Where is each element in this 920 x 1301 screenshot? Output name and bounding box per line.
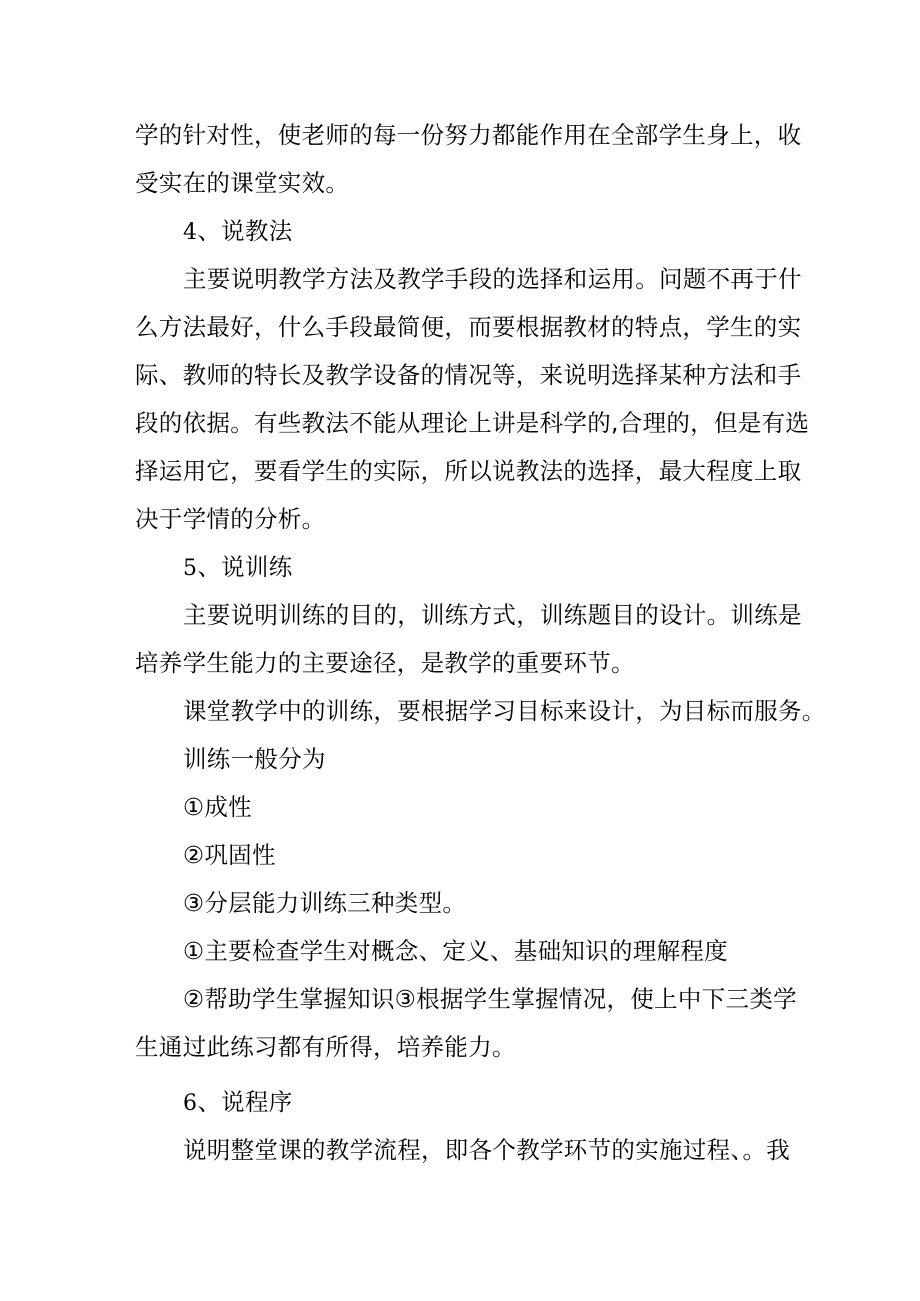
heading-separator: 、 [197,217,222,245]
heading-number: 4 [183,220,198,245]
list-item: ①主要检查学生对概念、定义、基础知识的理解程度 [183,937,728,965]
body-line: 学的针对性，使老师的每一份努力都能作用在全部学生身上，收 [135,121,802,149]
list-item: ③分层能力训练三种类型。 [183,889,467,917]
body-line: 主要说明训练的目的，训练方式，训练题目的设计。训练是 [183,601,802,629]
body-line: 课堂教学中的训练，要根据学习目标来设计，为目标而服务。 [183,697,826,725]
list-item: ②巩固性 [183,841,276,869]
heading-separator: 、 [197,553,222,581]
list-item: ①成性 [183,793,252,821]
body-line: 么方法最好，什么手段最简便，而要根据教材的特点，学生的实 [135,313,802,341]
section-heading [183,1087,293,1119]
body-line: 训练一般分为 [183,745,326,773]
body-line: 段的依据。有些教法不能从理论上讲是科学的,合理的，但是有选 [135,409,810,437]
heading-text: 说程序 [221,1088,293,1116]
section-heading [183,552,293,584]
heading-number: 6 [183,1091,198,1116]
body-line: 际、教师的特长及教学设备的情况等，来说明选择某种方法和手 [135,361,802,389]
body-line: 说明整堂课的教学流程，即各个教学环节的实施过程、。我 [183,1136,791,1164]
section-heading [183,216,293,248]
heading-text: 说训练 [221,553,293,581]
body-line: 培养学生能力的主要途径，是教学的重要环节。 [135,649,635,677]
body-line: 受实在的课堂实效。 [135,169,350,197]
heading-text: 说教法 [221,217,293,245]
heading-separator: 、 [197,1088,222,1116]
body-line: 决于学情的分析。 [135,505,326,533]
body-line: 生通过此练习都有所得，培养能力。 [135,1033,516,1061]
body-line: 择运用它，要看学生的实际，所以说教法的选择，最大程度上取 [135,457,802,485]
body-line: ②帮助学生掌握知识③根据学生掌握情况，使上中下三类学 [183,985,797,1013]
body-line: 主要说明教学方法及教学手段的选择和运用。问题不再于什 [183,265,802,293]
heading-number: 5 [183,556,198,581]
